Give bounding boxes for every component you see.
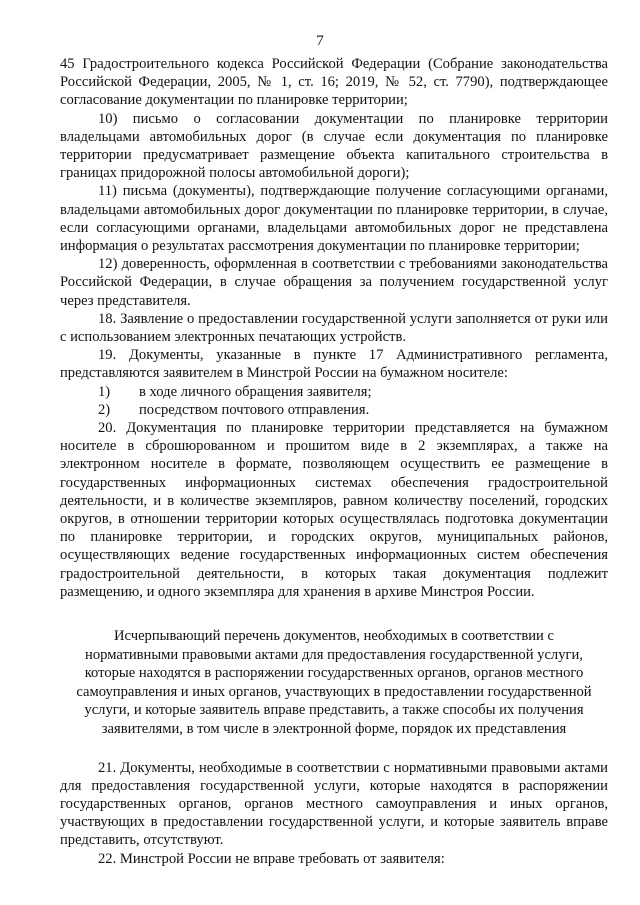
section-bottom [60,759,608,868]
list-item-number: 2) [98,401,111,418]
paragraph: 19. Документы, указанные в пункте 17 Административного регламента, представляются заявителем в Минстрой России на бумажном носителе: [60,347,608,382]
document-body [60,55,608,868]
section-top [60,55,608,601]
list-item-text: посредством почтового отправления. [139,401,370,418]
section-heading: Исчерпывающий перечень документов, необходимых в соответствии с нормативными правовыми актами для предоставления государственной услуги, которые находятся в распоряжении государственных органов, органов местного самоуправления и иных органов, участвующих в предоставлении государственной услуги, и которые заявитель вправе представить, а также способы их получения заявителями, в том числе в электронной форме, порядок их представления [76,628,592,738]
paragraph: 20. Документация по планировке территории представляется на бумажном носителе в сброшюрованном и прошитом виде в 2 экземплярах, а также на электронном носителе в формате, позволяющем осуществить ее размещение в государственных информационных системах обеспечения градостроительной деятельности, и в количестве экземпляров, равном количеству поселений, городских округов, в отношении территории которых осуществлялась подготовка документации по планировке территории, и городских округов, муниципальных районов, осуществляющих ведение государственных информационных систем обеспечения градостроительной деятельности, в которых такая документация подлежит размещению, и одного экземпляра для хранения в архиве Минстроя России. [60,420,608,600]
list-item [60,401,608,419]
list-item-number: 1) [98,383,111,400]
paragraph: 11) письма (документы), подтверждающие получение согласующими органами, владельцами автомобильных дорог документации по планировке территории, в случае, если согласующими органами, владельцами автомобильных дорог не представлена информация о результатах рассмотрения документации по планировке территории; [60,183,608,255]
paragraph: 22. Минстрой России не вправе требовать от заявителя: [98,850,445,867]
list-item [60,383,608,401]
page-number: 7 [316,33,324,49]
paragraph: 21. Документы, необходимые в соответствии с нормативными правовыми актами для предоставления государственной услуги, которые находятся в распоряжении государственных органов, органов местного самоуправления и иных органов, участвующих в предоставлении государственной услуги, и которые заявитель вправе представить, отсутствуют. [60,759,608,849]
paragraph: 12) доверенность, оформленная в соответствии с требованиями законодательства Российской Федерации, в случае обращения за получением государственной услуг через представителя. [60,256,608,309]
list-item-text: в ходе личного обращения заявителя; [139,383,372,400]
paragraph: 45 Градостроительного кодекса Российской Федерации (Собрание законодательства Российской Федерации, 2005, № 1, ст. 16; 2019, № 52, ст. 7790), подтверждающее согласование документации по планировке территории; [60,56,608,109]
paragraph: 10) письмо о согласовании документации по планировке территории владельцами автомобильных дорог (в случае если документация по планировке территории предусматривает размещение объекта капитального строительства в границах придорожной полосы автомобильной дороги); [60,110,608,182]
paragraph: 18. Заявление о предоставлении государственной услуги заполняется от руки или с использованием электронных печатающих устройств. [60,310,608,346]
